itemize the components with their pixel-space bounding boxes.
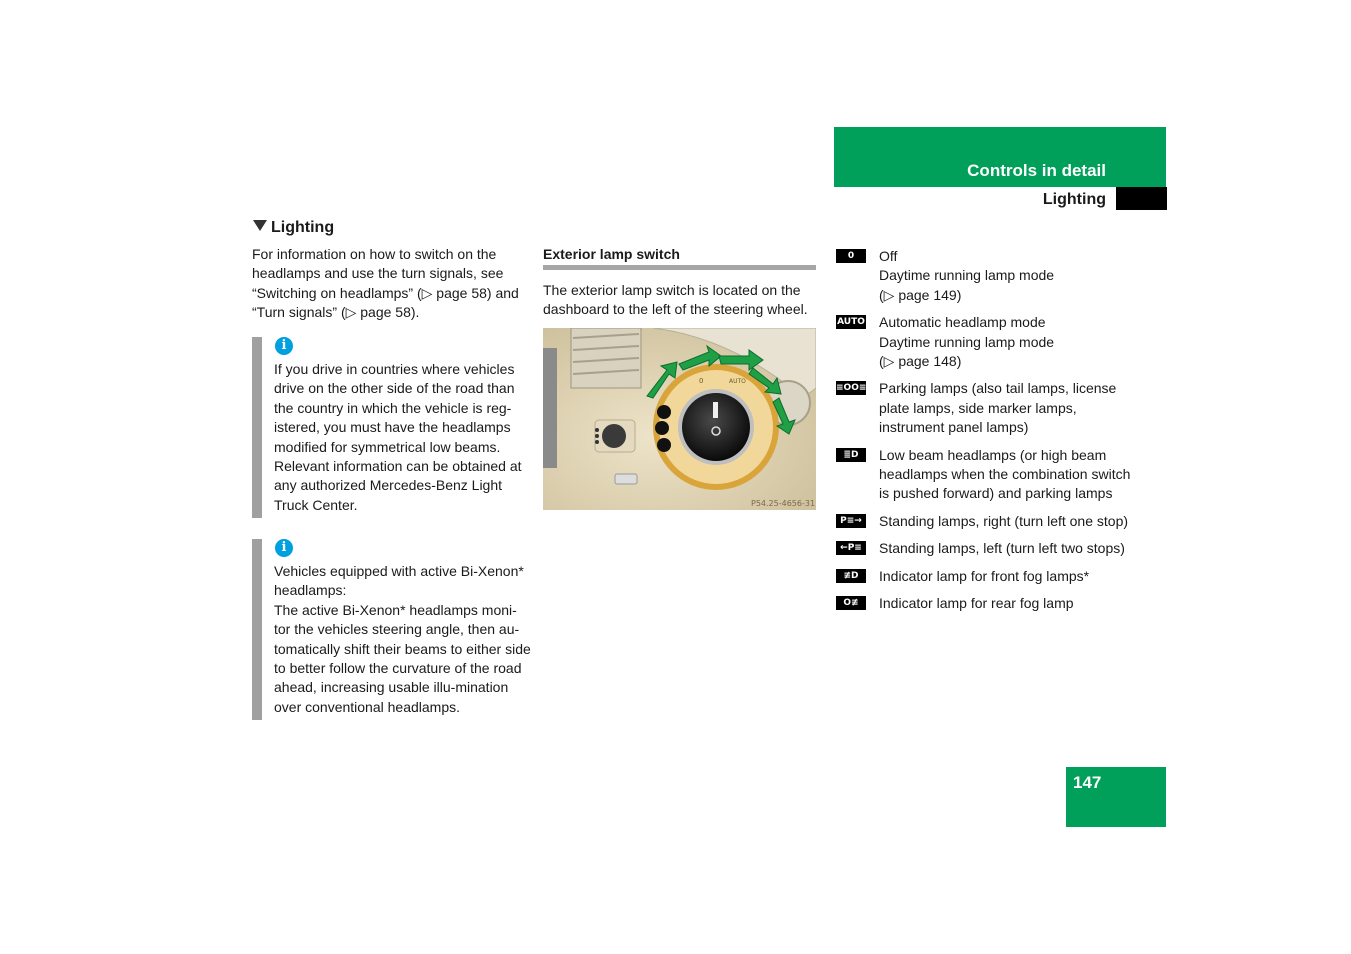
info-icon: i (275, 337, 293, 355)
switch-mark-zero: 0 (699, 377, 704, 385)
legend-text: (▷ page 148) (879, 353, 962, 370)
info-note-2 (252, 539, 532, 720)
section-title-text: Lighting (271, 219, 335, 236)
standing-lamps-left-icon: ←P≡ (836, 541, 866, 555)
chapter-header (834, 127, 1166, 187)
standing-lamps-right-icon: P≡→ (836, 514, 866, 528)
section-title (253, 219, 334, 237)
note-text-2: The active Bi-Xenon* headlamps moni-tor the vehicles steering angle, then au-tomatically shift their beams to either side to better follow the curvature of the road ahead, increasing usable illu-mination over conventional headlamps. (274, 601, 531, 715)
symbol-legend (835, 247, 1135, 622)
section-header: Lighting (1042, 191, 1106, 208)
legend-item-low-beam (835, 446, 1135, 504)
legend-text: Parking lamps (also tail lamps, license plate lamps, side marker lamps, instrument panel lamps) (879, 380, 1117, 436)
legend-text: Indicator lamp for rear fog lamp (879, 595, 1074, 612)
info-icon: i (275, 539, 293, 557)
note-bar (252, 539, 262, 720)
legend-text: Daytime running lamp mode (879, 333, 1055, 350)
legend-text: Low beam headlamps (or high beam headlamps when the combination switch is pushed forward) and parking lamps (879, 446, 1131, 502)
rear-fog-lamp-icon: O≢ (836, 596, 866, 610)
note-bar (252, 337, 262, 518)
legend-text: Standing lamps, left (turn left two stops) (879, 540, 1125, 557)
legend-item-auto (835, 313, 1135, 371)
legend-item-rear-fog (835, 594, 1135, 613)
image-code: P54.25-4656-31 (751, 499, 816, 508)
legend-text: Indicator lamp for front fog lamps* (879, 567, 1090, 584)
legend-item-front-fog (835, 567, 1135, 586)
low-beam-icon: ≣D (836, 448, 866, 462)
chapter-title: Controls in detail (967, 161, 1106, 180)
off-symbol-icon: 0 (836, 249, 866, 263)
legend-text: (▷ page 149) (879, 286, 962, 303)
front-fog-lamp-icon: ≢D (836, 569, 866, 583)
note-text-1: Vehicles equipped with active Bi-Xenon* headlamps: (274, 563, 524, 599)
parking-lamps-icon: ≡OO≡ (836, 383, 867, 394)
legend-item-off (835, 247, 1135, 305)
page-number: 147 (1073, 773, 1102, 792)
subheading (543, 246, 816, 270)
legend-item-standing-right (835, 512, 1135, 531)
subheading-text: Exterior lamp switch (543, 246, 816, 270)
triangle-down-icon (253, 220, 267, 231)
lamp-switch-photo (543, 328, 816, 510)
legend-text: Off (879, 248, 898, 264)
legend-text: Standing lamps, right (turn left one stop) (879, 512, 1129, 529)
info-note-1 (252, 337, 532, 518)
intro-paragraph: For information on how to switch on the headlamps and use the turn signals, see “Switching on headlamps” (▷ page 58) and “Turn signals” (▷ page 58). (252, 246, 519, 321)
switch-description: The exterior lamp switch is located on the dashboard to the left of the steering wheel. (543, 282, 808, 318)
section-marker (1116, 187, 1167, 210)
legend-item-parking (835, 379, 1135, 437)
legend-text: Automatic headlamp mode (879, 314, 1046, 331)
auto-symbol-icon: AUTO (837, 317, 865, 328)
note-text: If you drive in countries where vehicles drive on the other side of the road than the country in which the vehicle is reg-istered, you must have the headlamps modified for symmetrical low beams. Relevant information can be obtained at any authorized Mercedes-Benz Light Truck Center. (274, 361, 522, 513)
switch-mark-auto: AUTO (729, 378, 746, 385)
legend-text: Daytime running lamp mode (879, 267, 1055, 284)
legend-item-standing-left (835, 539, 1135, 558)
